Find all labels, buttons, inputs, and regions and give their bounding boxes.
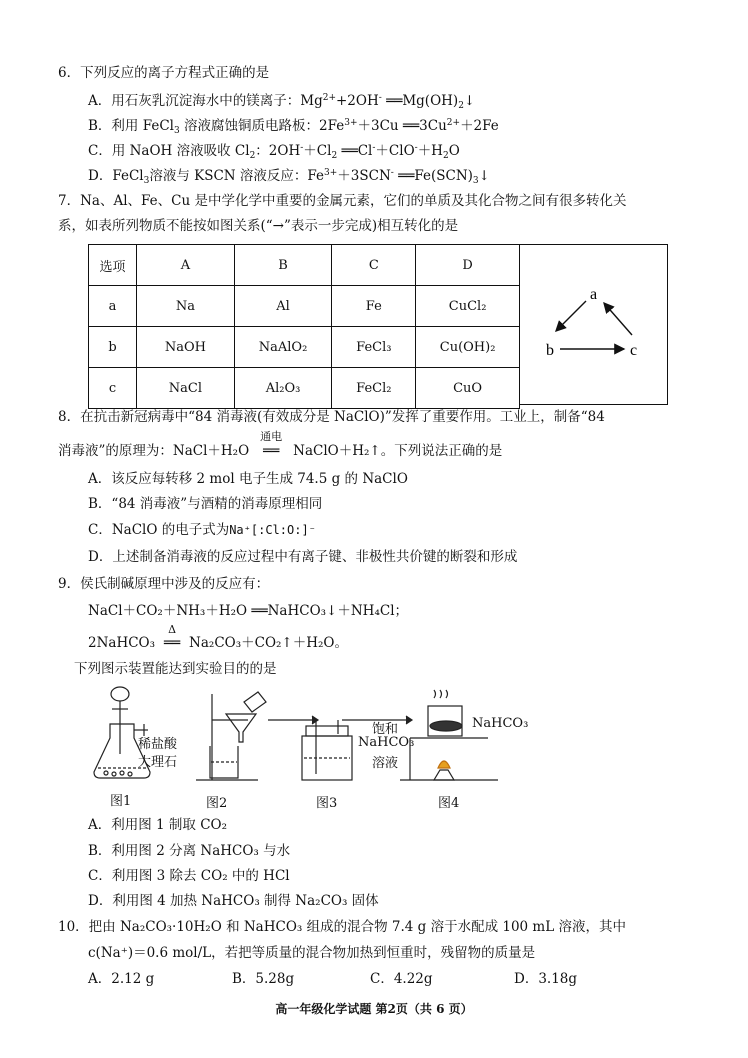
table-cell: FeCl₃	[332, 327, 416, 368]
fig3-label-2: NaHCO₃	[358, 735, 415, 750]
diagram-node-c: c	[630, 342, 638, 359]
q9-question: 下列图示装置能达到实验目的的是	[74, 661, 277, 677]
q8-option-a: A．该反应每转移 2 mol 电子生成 74.5 g 的 NaClO	[88, 471, 408, 487]
table-row	[89, 327, 520, 368]
table-cell: b	[89, 327, 137, 368]
fig4-label: NaHCO₃	[472, 716, 529, 731]
q10-option-b: B．5.28g	[232, 971, 295, 987]
fig4-caption: 图4	[438, 796, 460, 811]
q10-line2: c(Na⁺)＝0.6 mol/L，若把等质量的混合物加热到恒重时，残留物的质量是	[88, 945, 536, 961]
q8-line1: 8．在抗击新冠病毒中“84 消毒液(有效成分是 NaClO)”发挥了重要作用。工业上，制备“84	[58, 409, 605, 425]
q10-line1: 10．把由 Na₂CO₃·10H₂O 和 NaHCO₃ 组成的混合物 7.4 g 溶于水配成 100 mL 溶液，其中	[58, 919, 626, 935]
page-footer: 高一年级化学试题 第2页（共 6 页）	[275, 1002, 473, 1016]
heat-symbol: Δ	[168, 623, 177, 636]
table-cell: B	[234, 245, 332, 286]
electron-formula: Na⁺[:Cl:O:]⁻	[229, 523, 316, 537]
table-cell: A	[137, 245, 235, 286]
table-cell: Na	[137, 286, 235, 327]
table-cell: NaOH	[137, 327, 235, 368]
condition-label: 通电	[260, 430, 283, 443]
fig3-label-3: 溶液	[372, 756, 399, 771]
q9-stem: 9．侯氏制碱原理中涉及的反应有：	[58, 576, 270, 592]
q10-option-c: C．4.22g	[370, 971, 433, 987]
table-cell: Al₂O₃	[234, 368, 332, 409]
diagram-node-b: b	[546, 342, 554, 359]
q8-option-c: C．NaClO 的电子式为Na⁺[:Cl:O:]⁻	[88, 522, 316, 538]
table-cell: NaAlO₂	[234, 327, 332, 368]
table-cell: 选项	[89, 245, 137, 286]
q8-option-b: B．“84 消毒液”与酒精的消毒原理相同	[88, 496, 323, 512]
table-cell: a	[89, 286, 137, 327]
fig2-caption: 图2	[206, 796, 228, 811]
q7-line1: 7．Na、Al、Fe、Cu 是中学化学中重要的金属元素，它们的单质及其化合物之间有很多转化关	[58, 193, 627, 209]
q6-option-a: A．用石灰乳沉淀海水中的镁离子：$Mg^{2+}+2OH^-$ $══Mg(OH)_2↓$	[88, 93, 476, 111]
table-cell: Cu(OH)₂	[416, 327, 520, 368]
q9-option-d: D．利用图 4 加热 NaHCO₃ 制得 Na₂CO₃ 固体	[88, 893, 379, 909]
q9-option-a: A．利用图 1 制取 CO₂	[88, 817, 228, 833]
q8-line2: 消毒液”的原理为：NaCl＋H₂O 通电 ══ NaClO＋H₂↑。下列说法正确的是	[58, 430, 503, 459]
table-cell: CuO	[416, 368, 520, 409]
q6-stem: 6．下列反应的离子方程式正确的是	[58, 65, 270, 81]
fig3-label-1: 饱和	[372, 722, 399, 737]
table-cell: c	[89, 368, 137, 409]
q10-option-d: D．3.18g	[514, 971, 578, 987]
table-cell: C	[332, 245, 416, 286]
q9-eq1: NaCl＋CO₂＋NH₃＋H₂O ══NaHCO₃↓＋NH₄Cl；	[88, 603, 409, 619]
table-cell: Al	[234, 286, 332, 327]
table-row	[89, 245, 520, 286]
q8-option-d: D．上述制备消毒液的反应过程中有离子键、非极性共价键的断裂和形成	[88, 549, 518, 565]
table-row	[89, 286, 520, 327]
diagram-node-a: a	[590, 286, 598, 303]
fig1-label-marble: 大理石	[138, 755, 178, 770]
fig1-caption: 图1	[110, 794, 132, 809]
fig1-label-acid: 稀盐酸	[138, 737, 178, 752]
table-cell: Fe	[332, 286, 416, 327]
q7-table	[88, 244, 520, 409]
q6-option-c: C．用 NaOH 溶液吸收 $Cl_2$：$2OH^-+Cl_2$ $══Cl^-+ClO^-+H_2O$	[88, 143, 460, 161]
arrow-c-to-a	[604, 303, 632, 335]
q9-eq2: 2NaHCO₃ Δ ══ Na₂CO₃＋CO₂↑＋H₂O。	[88, 623, 349, 651]
q9-option-b: B．利用图 2 分离 NaHCO₃ 与水	[88, 843, 291, 859]
fig3-caption: 图3	[316, 796, 338, 811]
table-row	[89, 368, 520, 409]
q7-line2: 系，如表所列物质不能按如图关系(“→”表示一步完成)相互转化的是	[58, 218, 459, 234]
conversion-diagram	[520, 244, 668, 405]
table-cell: FeCl₂	[332, 368, 416, 409]
table-cell: NaCl	[137, 368, 235, 409]
table-cell: CuCl₂	[416, 286, 520, 327]
q6-option-b: B．利用 FeCl$_3$ 溶液腐蚀铜质电路板：$2Fe^{3+}+3Cu$ $══3Cu^{2+}+2Fe$	[88, 118, 499, 136]
q9-option-c: C．利用图 3 除去 CO₂ 中的 HCl	[88, 868, 290, 884]
q6-option-d: D．FeCl$_3$溶液与 KSCN 溶液反应：$Fe^{3+}+3SCN^-$ $══Fe(SCN)_3↓$	[88, 168, 490, 186]
arrow-a-to-b	[556, 301, 586, 331]
table-cell: D	[416, 245, 520, 286]
q10-option-a: A．2.12 g	[88, 971, 155, 987]
